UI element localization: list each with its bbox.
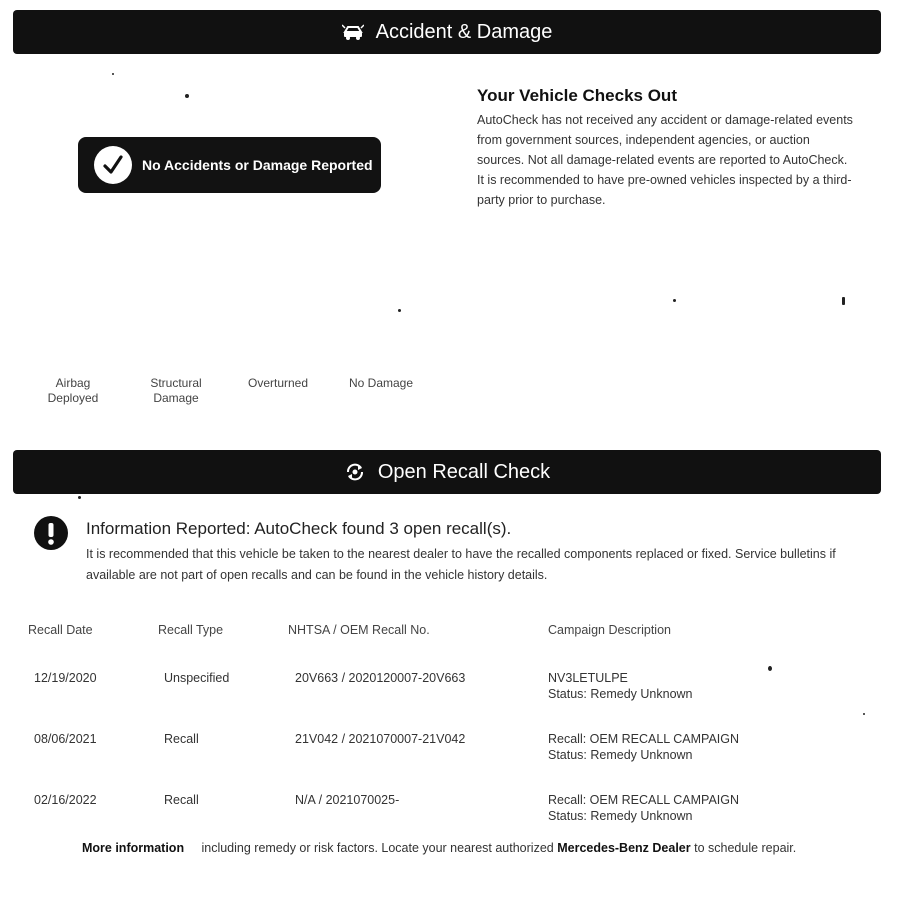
no-accidents-label: No Accidents or Damage Reported [142,157,373,173]
legend-airbag-deployed: Airbag Deployed [47,376,99,405]
recall-number: 21V042 / 2021070007-21V042 [295,732,466,746]
scan-speck [842,297,845,305]
recall-number: 20V663 / 2020120007-20V663 [295,671,466,685]
recall-status: Status: Remedy Unknown [548,809,693,823]
scan-speck [78,496,81,499]
recall-type: Recall [164,732,199,746]
recall-date: 08/06/2021 [34,732,97,746]
scan-speck [185,94,189,98]
recall-refresh-icon [344,461,366,483]
footer-text: including remedy or risk factors. Locate your nearest authorized [201,841,554,855]
recall-footer [82,841,796,855]
legend-no-damage: No Damage [348,376,414,390]
recall-type: Recall [164,793,199,807]
open-recall-title: Open Recall Check [377,460,551,483]
recall-info-description: It is recommended that this vehicle be taken to the nearest dealer to have the recalled components replaced or fixed. Service bulletins if available are not part of open recalls and can be found in the vehicle history details. [86,547,836,582]
recall-status: Status: Remedy Unknown [548,748,693,762]
campaign-description: Recall: OEM RECALL CAMPAIGN [548,732,740,746]
dealer-locator-link[interactable]: Mercedes-Benz Dealer [557,841,691,855]
accident-damage-title: Accident & Damage [375,20,553,43]
no-accidents-badge [78,137,381,193]
accident-damage-header [13,10,881,54]
checks-out-title: Your Vehicle Checks Out [477,86,677,105]
column-header-recall-type: Recall Type [158,623,224,637]
footer-text-end: to schedule repair. [694,841,797,855]
recall-type: Unspecified [164,671,230,685]
scan-speck [863,713,865,715]
more-information-link[interactable]: More information [82,841,185,855]
scan-speck [673,299,676,302]
recall-number: N/A / 2021070025- [295,793,400,807]
checks-out-description: AutoCheck has not received any accident or damage-related events from government sources, independent agencies, or auction sources. Not all damage-related events are reported to AutoCheck. It is recommended to have pre-owned vehicles inspected by a third-party prior to purchase. [477,113,853,207]
recall-info-title: Information Reported: AutoCheck found 3 open recall(s). [86,519,512,538]
column-header-recall-date: Recall Date [28,623,93,637]
legend-overturned: Overturned [247,376,309,390]
column-header-campaign: Campaign Description [548,623,671,637]
campaign-description: NV3LETULPE [548,671,628,685]
car-crash-icon [342,23,364,41]
exclamation-icon [34,516,68,555]
open-recall-header [13,450,881,494]
campaign-description: Recall: OEM RECALL CAMPAIGN [548,793,740,807]
recall-status: Status: Remedy Unknown [548,687,693,701]
legend-structural-damage: Structural Damage [150,376,202,405]
scan-speck [112,73,114,75]
recall-date: 02/16/2022 [34,793,97,807]
column-header-recall-number: NHTSA / OEM Recall No. [288,623,430,637]
checkmark-icon [94,146,132,184]
recall-date: 12/19/2020 [34,671,97,685]
scan-speck [398,309,401,312]
scan-speck [768,666,772,671]
